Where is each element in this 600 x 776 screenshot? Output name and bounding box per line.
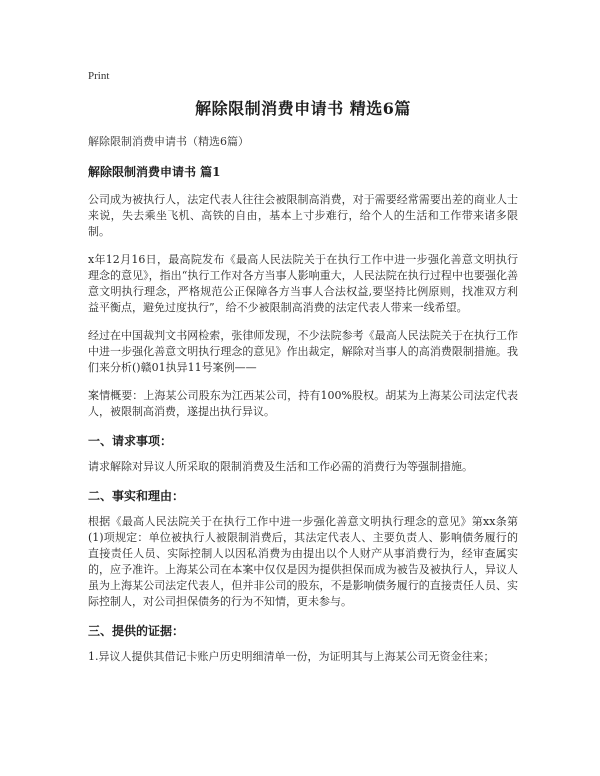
evidence-text: 1.异议人提供其借记卡账户历史明细清单一份，为证明其与上海某公司无资金往来； (88, 650, 495, 663)
intro-paragraph-2: x年12月16日，最高院发布《最高人民法院关于在执行工作中进一步强化善意文明执行理念的意见》，指出“执行工作对各方当事人影响重大，人民法院在执行过程中也要强化善意文明执行理念，严格规范公正保障各方当事人合法权益,要坚持比例原则，找准双方利益平衡点，避免过度执行”，给不少被限制高消费的法定代表人带来一线希望。 (88, 253, 518, 314)
intro-paragraph-3: 经过在中国裁判文书网检索，张律师发现，不少法院参考《最高人民法院关于在执行工作中进一步强化善意文明执行理念的意见》作出裁定，解除对当事人的高消费限制措施。我们来分析()赣01执异11号案例—— (88, 329, 518, 374)
document-subtitle: 解除限制消费申请书（精选6篇） (88, 135, 249, 148)
section-heading: 解除限制消费申请书 篇1 (88, 165, 221, 179)
document-title: 解除限制消费申请书 精选6篇 (195, 99, 411, 118)
request-text: 请求解除对异议人所采取的限制消费及生活和工作必需的消费行为等强制措施。 (88, 460, 473, 473)
facts-heading: 二、事实和理由： (88, 489, 185, 503)
print-label: Print (88, 70, 110, 82)
request-heading: 一、请求事项： (88, 434, 173, 448)
document-page (88, 70, 518, 677)
facts-text: 根据《最高人民法院关于在执行工作中进一步强化善意文明执行理念的意见》第xx条第(1)项规定：单位被执行人被限制消费后，其法定代表人、主要负责人、影响债务履行的直接责任人员、实际控制人以因私消费为由提出以个人财产从事消费行为，经审查属实的，应予准许。上海某公司在本案中仅仅是因为提供担保而成为被告及被执行人，异议人虽为上海某公司法定代表人，但并非公司的股东，不是影响债务履行的直接责任人员、实际控制人，对公司担保债务的行为不知情，更未参与。 (88, 515, 518, 608)
case-summary-paragraph: 案情概要：上海某公司股东为江西某公司，持有100%股权。胡某为上海某公司法定代表人，被限制高消费，遂提出执行异议。 (88, 389, 518, 418)
evidence-heading: 三、提供的证据： (88, 624, 185, 638)
intro-paragraph-1: 公司成为被执行人，法定代表人往往会被限制高消费，对于需要经常需要出差的商业人士来说，失去乘坐飞机、高铁的自由，基本上寸步难行，给个人的生活和工作带来诸多限制。 (88, 193, 518, 238)
